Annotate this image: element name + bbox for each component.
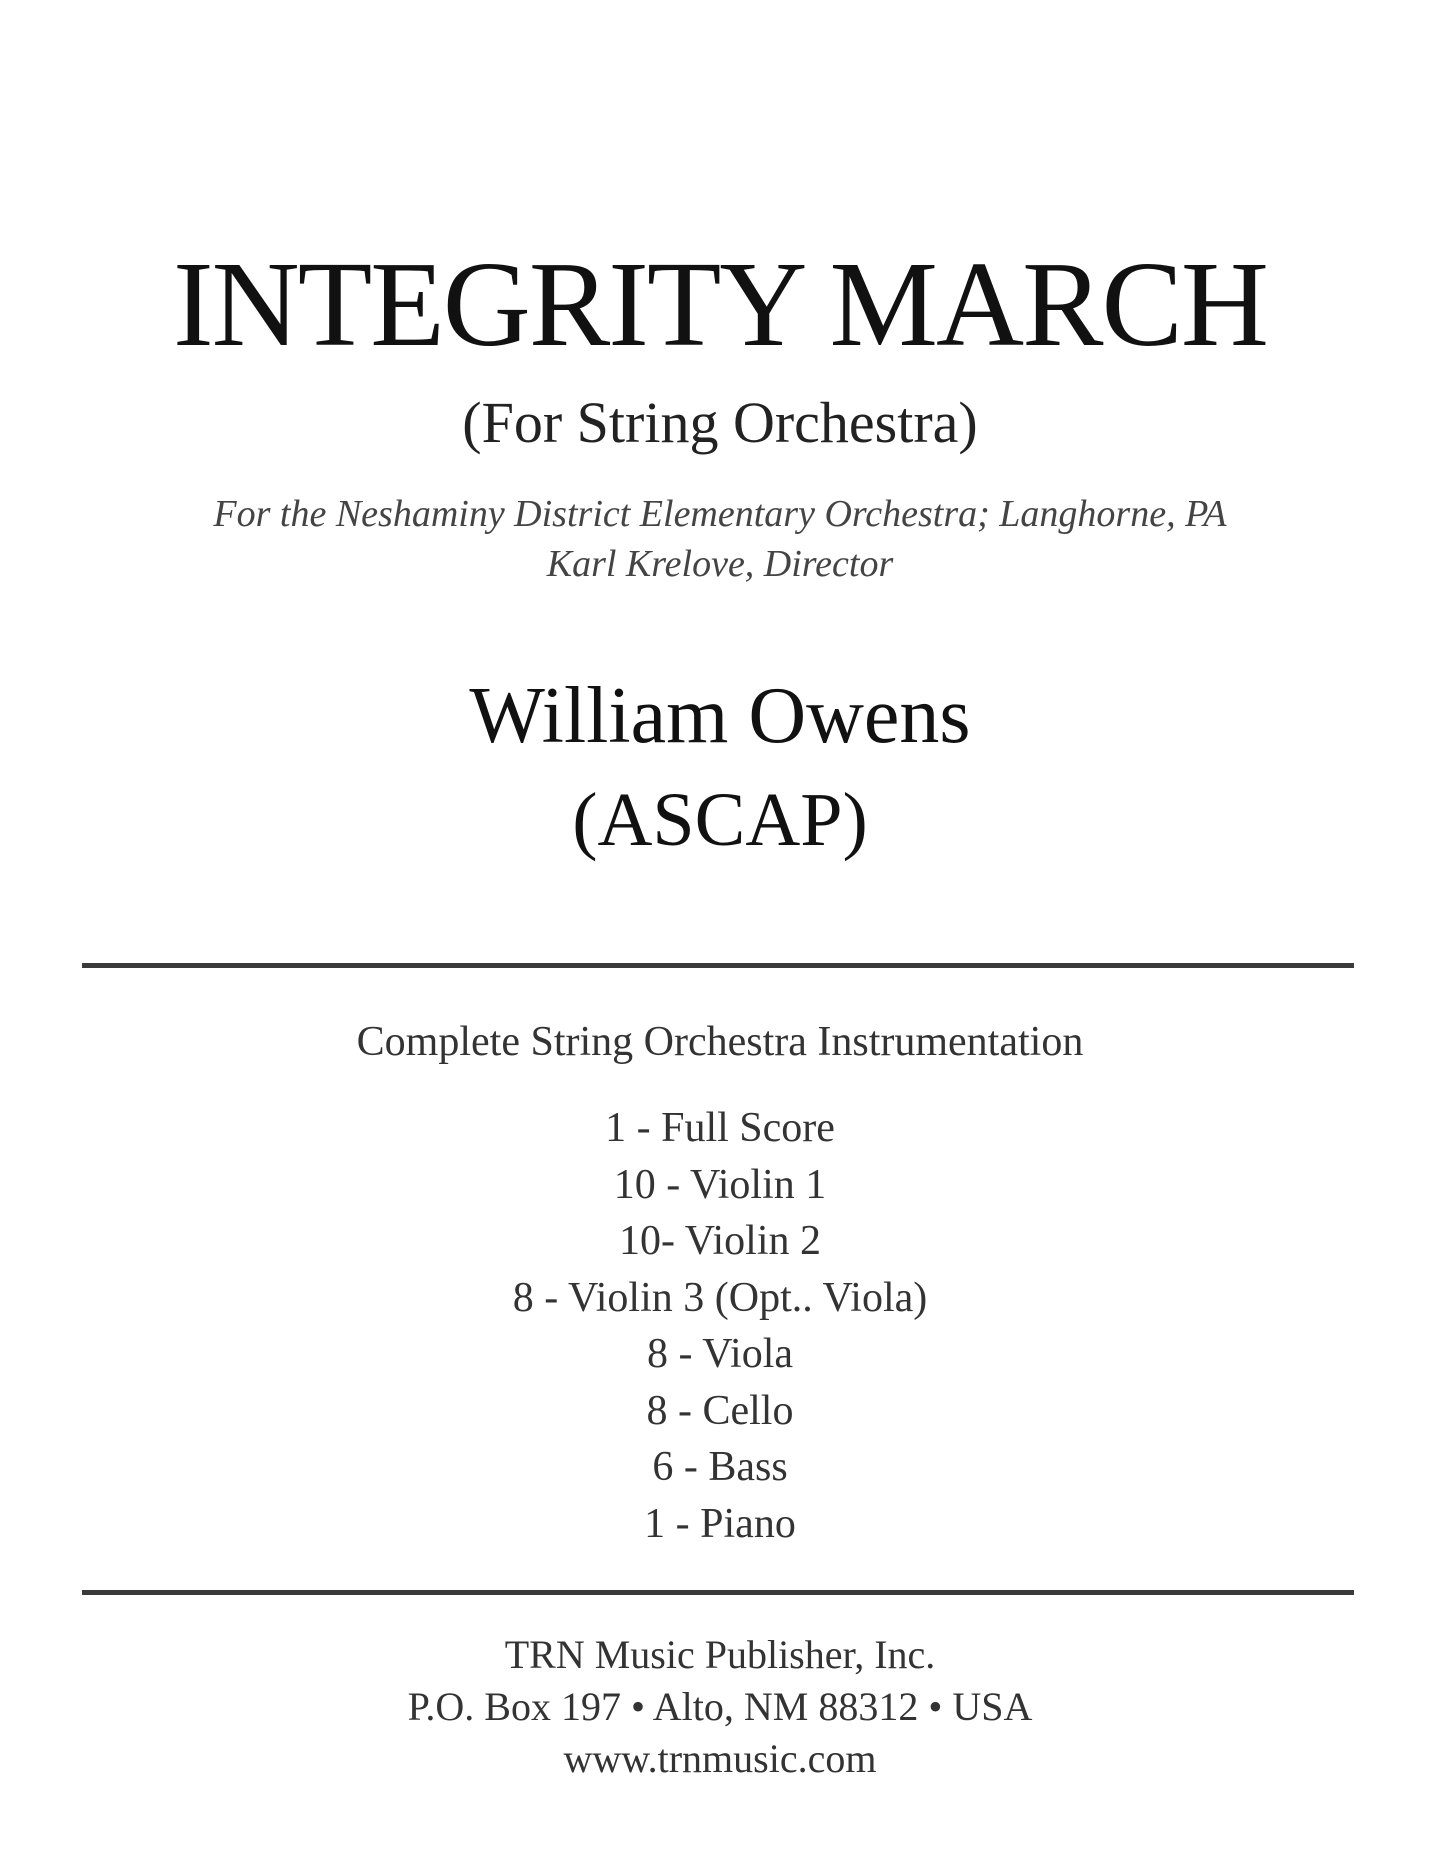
- list-item: 10 - Violin 1: [613, 1161, 827, 1208]
- divider-bottom: [82, 1590, 1354, 1595]
- page-title: INTEGRITY MARCH: [173, 237, 1267, 372]
- composer-society: (ASCAP): [572, 778, 868, 862]
- list-item: 1 - Full Score: [605, 1105, 835, 1151]
- list-item: 8 - Viola: [646, 1331, 793, 1377]
- instrumentation-heading: Complete String Orchestra Instrumentation: [356, 1019, 1084, 1065]
- list-item: 8 - Cello: [646, 1387, 794, 1434]
- dedication-line-2: Karl Krelove, Director: [546, 543, 894, 585]
- list-item: 6 - Bass: [652, 1444, 788, 1490]
- divider-top: [82, 963, 1354, 968]
- publisher-address: P.O. Box 197 • Alto, NM 88312 • USA: [407, 1684, 1033, 1729]
- list-item: 1 - Piano: [644, 1500, 796, 1547]
- publisher-website: www.trnmusic.com: [563, 1736, 877, 1781]
- page-subtitle: (For String Orchestra): [462, 390, 978, 455]
- dedication-line-1: For the Neshaminy District Elementary Orchestra; Langhorne, PA: [213, 493, 1227, 535]
- composer-name: William Owens: [469, 672, 971, 760]
- publisher-name: TRN Music Publisher, Inc.: [504, 1632, 936, 1677]
- instrumentation-list: [0, 1100, 1440, 1552]
- list-item: 10- Violin 2: [618, 1218, 822, 1264]
- list-item: 8 - Violin 3 (Opt.. Viola): [512, 1274, 928, 1321]
